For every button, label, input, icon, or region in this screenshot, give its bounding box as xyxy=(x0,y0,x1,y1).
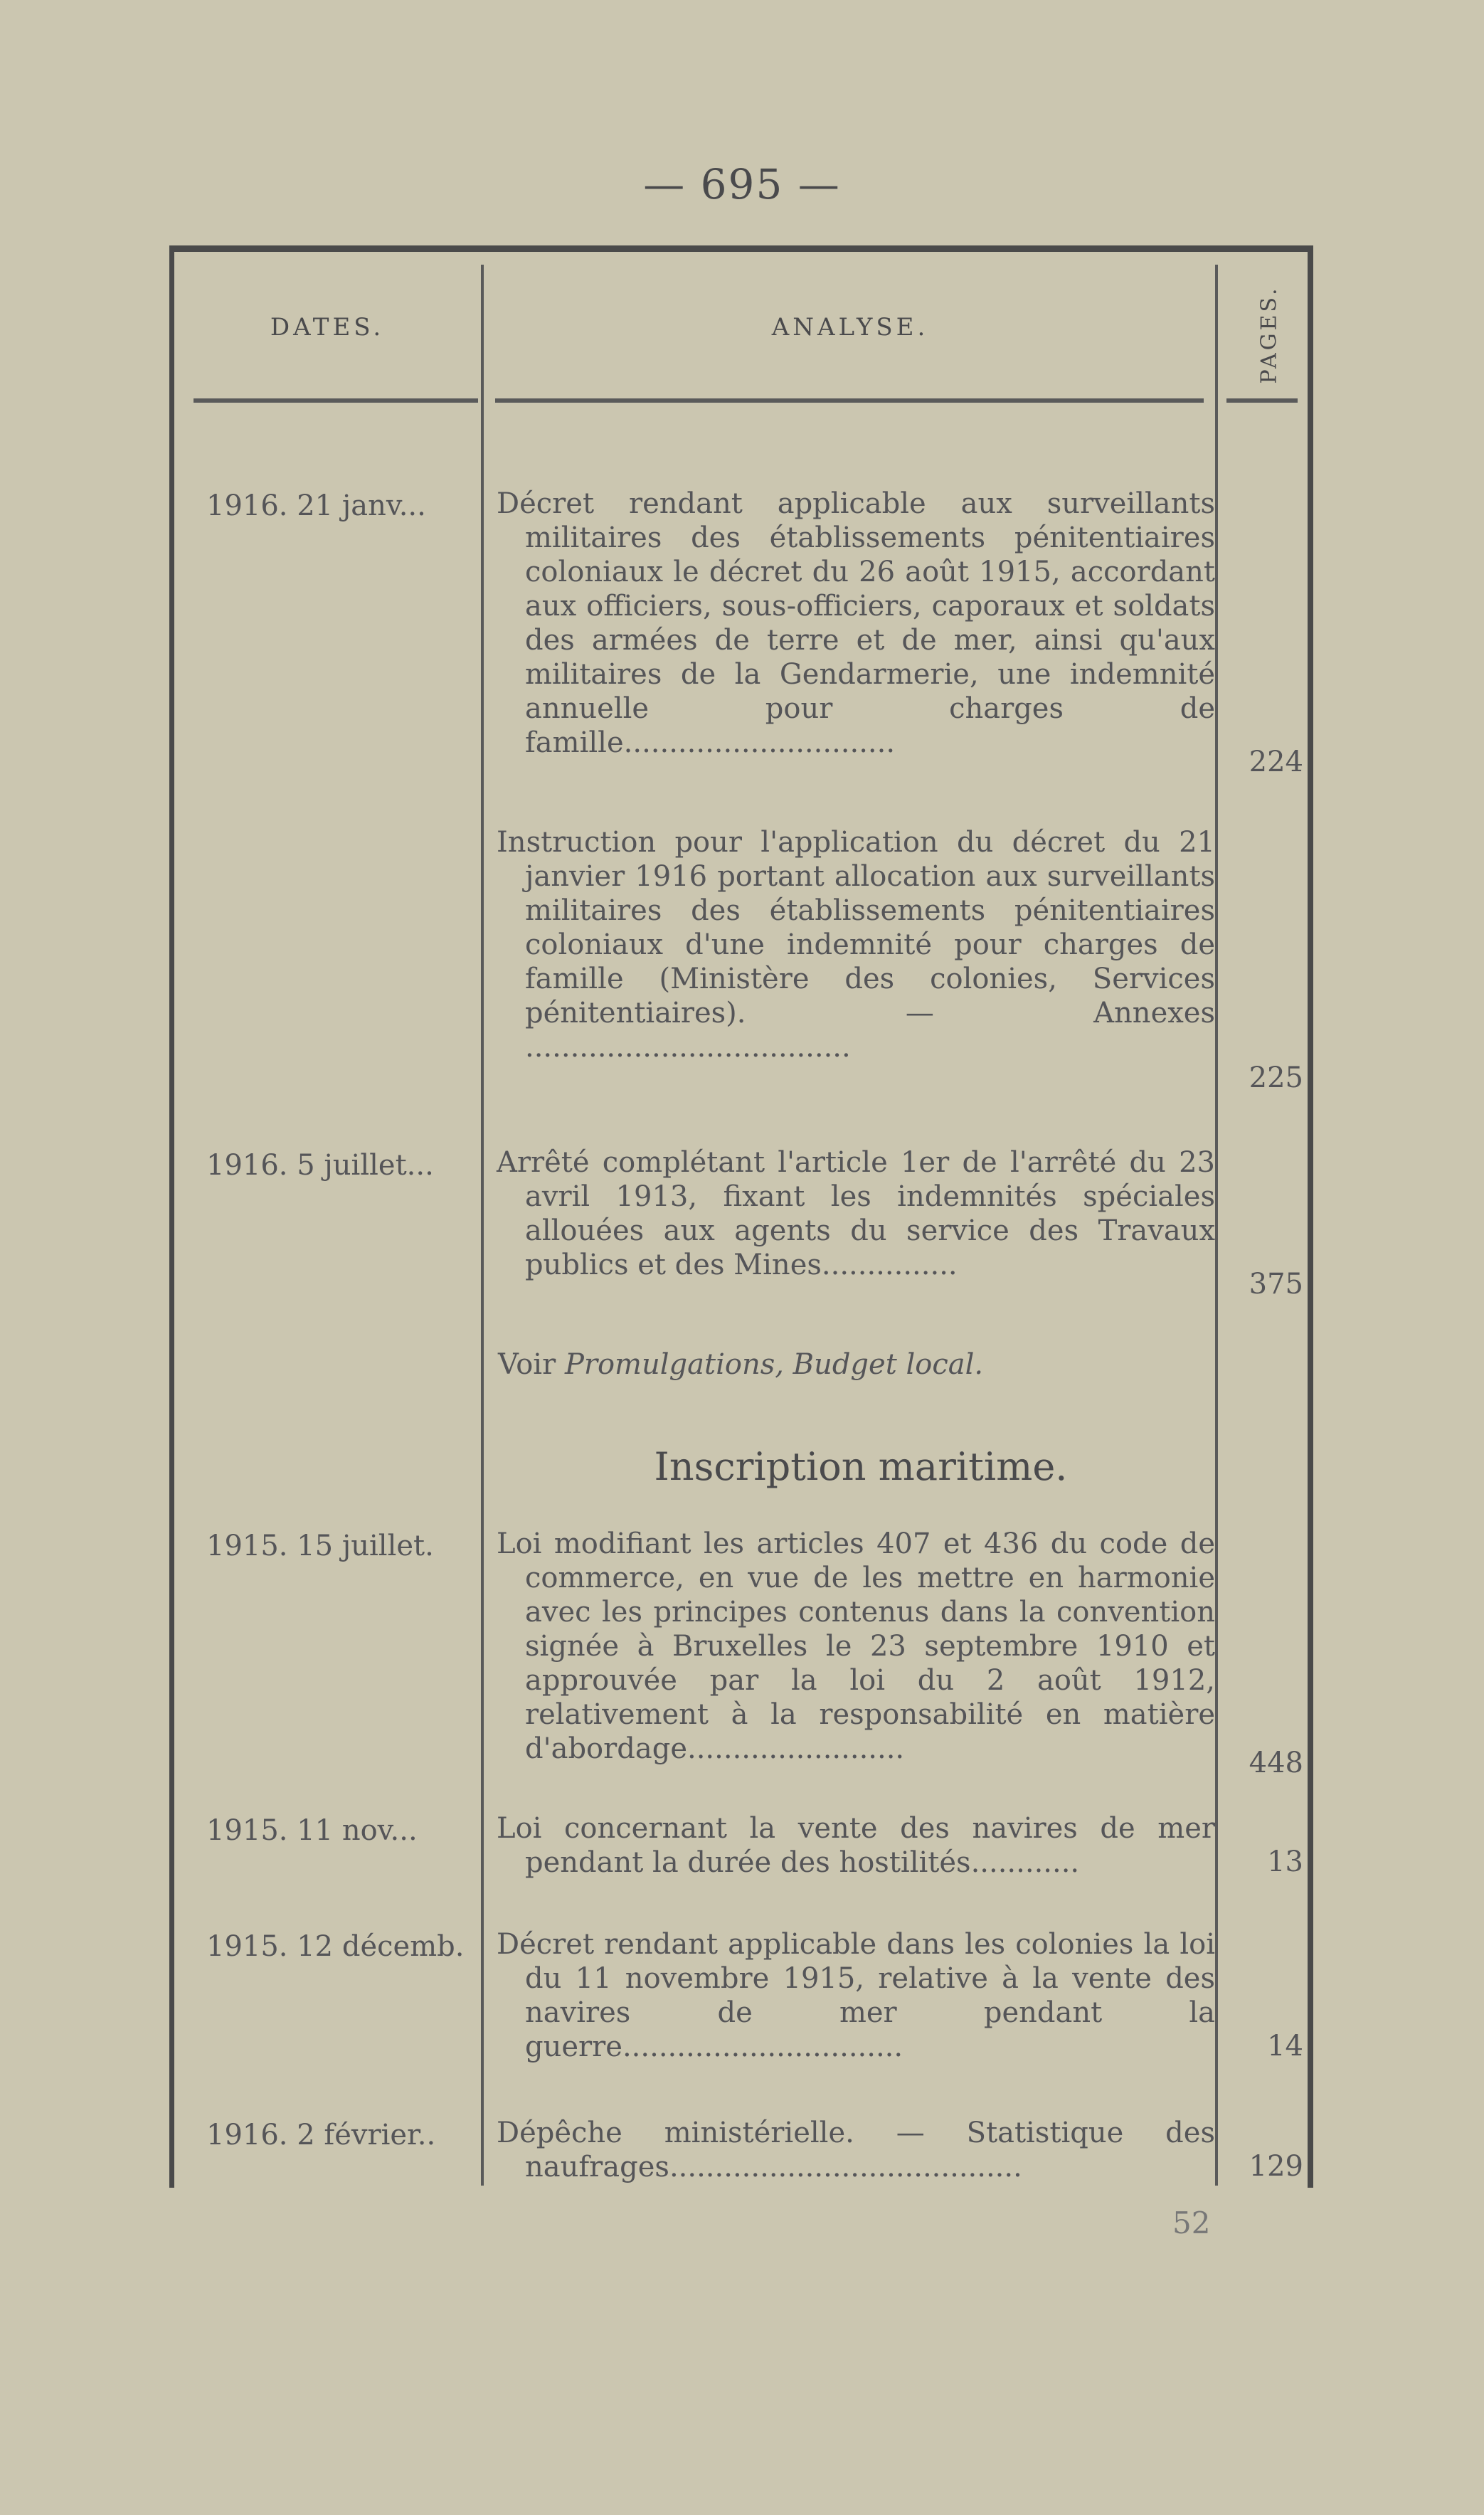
entry-text: Dépêche ministérielle. — Statistique des naufrages....................................... xyxy=(497,2117,1215,2183)
column-divider-pages xyxy=(1215,265,1218,2186)
entry-text: Décret rendant applicable dans les colonies la loi du 11 novembre 1915, relative à la vente des navires de mer pendant la guerre............................... xyxy=(497,1928,1215,2063)
entry-page: 224 xyxy=(1249,746,1303,778)
entry-page: 448 xyxy=(1249,1747,1303,1779)
page-number: — 695 — xyxy=(643,160,841,208)
header-pages: PAGES. xyxy=(1256,285,1282,383)
entry-text: Arrêté complétant l'article 1er de l'arrêté du 23 avril 1913, fixant les indemnités spéciales allouées aux agents du service des Travaux publics et des Mines............... xyxy=(497,1146,1215,1281)
entry-date: 1916. 2 février.. xyxy=(206,2119,436,2151)
entry-date: 1915. 12 décemb. xyxy=(206,1930,465,1963)
entry-page: 225 xyxy=(1249,1061,1303,1094)
entry-page: 13 xyxy=(1267,1846,1303,1878)
entry-page: 14 xyxy=(1267,2030,1303,2063)
entry-page: 129 xyxy=(1249,2150,1303,2183)
cross-reference-target: Promulgations, Budget local. xyxy=(564,1348,984,1381)
entry-text: Loi modifiant les articles 407 et 436 du code de commerce, en vue de les mettre en harmonie avec les principes contenus dans la convention signée à Bruxelles le 23 septembre 1910 et approuvée par la loi du 2 août 1912, relativement à la responsabilité en matière d'abordage........................ xyxy=(497,1527,1215,1765)
header-rule-analyse xyxy=(495,398,1204,403)
entry-date: 1915. 11 nov... xyxy=(206,1814,418,1847)
header-analyse: ANALYSE. xyxy=(771,313,929,341)
entry-text: Loi concernant la vente des navires de mer pendant la durée des hostilités............ xyxy=(497,1812,1215,1879)
header-rule-pages xyxy=(1226,398,1298,403)
cross-reference-prefix: Voir xyxy=(498,1348,556,1381)
entry-date: 1916. 21 janv... xyxy=(206,489,426,522)
entry-page: 375 xyxy=(1249,1268,1303,1301)
header-rule-dates xyxy=(194,398,478,403)
entry-date: 1915. 15 juillet. xyxy=(206,1530,434,1562)
cross-reference xyxy=(498,1348,983,1381)
column-divider-dates xyxy=(481,265,484,2186)
entry-date: 1916. 5 juillet... xyxy=(206,1149,434,1182)
signature-number: 52 xyxy=(1172,2206,1211,2240)
header-dates: DATES. xyxy=(270,313,385,341)
entry-text: Décret rendant applicable aux surveillants militaires des établissements pénitentiaires coloniaux le décret du 26 août 1915, accordant aux officiers, sous-officiers, caporaux et soldats des armées de terre et de mer, ainsi qu'aux militaires de la Gendarmerie, une indemnité annuelle pour charges de famille.............................. xyxy=(497,487,1215,759)
entry-text: Instruction pour l'application du décret du 21 janvier 1916 portant allocation aux surveillants militaires des établissements pénitentiaires coloniaux d'une indemnité pour charges de famille (Ministère des colonies, Services pénitentiaires). — Annexes .................................... xyxy=(497,826,1215,1064)
section-title: Inscription maritime. xyxy=(654,1444,1068,1489)
